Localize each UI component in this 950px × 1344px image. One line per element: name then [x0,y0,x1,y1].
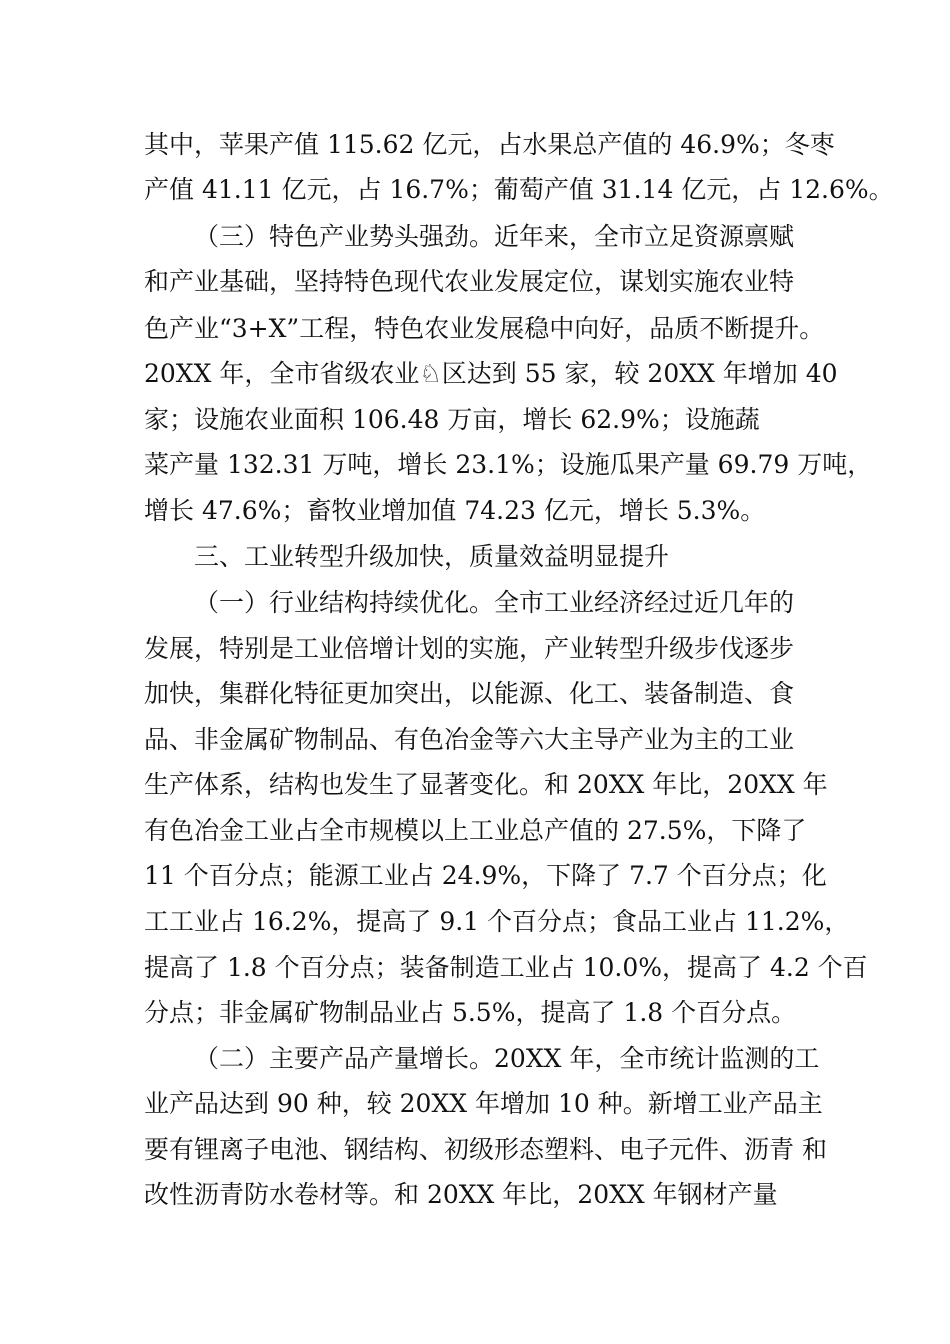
text-line: 提高了 1.8 个百分点；装备制造工业占 10.0%，提高了 4.2 个百 [144,953,868,982]
text-line: 增长 47.6%；畜牧业增加值 74.23 亿元，增长 5.3%。 [144,496,766,525]
text-line: 发展，特别是工业倍增计划的实施，产业转型升级步伐逐步 [144,634,795,663]
text-line: 加快，集群化特征更加突出，以能源、化工、装备制造、食 [144,679,795,708]
text-line: 生产体系，结构也发生了显著变化。和 20XX 年比，20XX 年 [144,770,828,799]
text-line: 和产业基础，坚持特色现代农业发展定位，谋划实施农业特 [144,267,795,296]
chapter-heading-line: 三、工业转型升级加快，质量效益明显提升 [194,542,670,571]
text-line: 色产业“3+X”工程，特色农业发展稳中向好，品质不断提升。 [144,314,825,343]
text-line: 改性沥青防水卷材等。和 20XX 年比，20XX 年钢材产量 [144,1180,778,1209]
text-line: 有色冶金工业占全市规模以上工业总产值的 27.5%，下降了 [144,816,807,845]
text-line: 11 个百分点；能源工业占 24.9%，下降了 7.7 个百分点；化 [144,861,827,890]
text-line: 20XX 年，全市省级农业♘区达到 55 家，较 20XX 年增加 40 [144,359,838,388]
text-line: 要有锂离子电池、钢结构、初级形态塑料、电子元件、沥青 和 [144,1135,827,1164]
text-line: 家；设施农业面积 106.48 万亩，增长 62.9%；设施蔬 [144,405,760,434]
text-line: 分点；非金属矿物制品业占 5.5%，提高了 1.8 个百分点。 [144,998,797,1027]
text-line: 产值 41.11 亿元，占 16.7%；葡萄产值 31.14 亿元，占 12.6%。 [144,175,894,204]
text-line: 品、非金属矿物制品、有色冶金等六大主导产业为主的工业 [144,725,795,754]
text-line: 菜产量 132.31 万吨，增长 23.1%；设施瓜果产量 69.79 万吨， [144,450,873,479]
text-line: 其中，苹果产值 115.62 亿元，占水果总产值的 46.9%；冬枣 [144,130,835,159]
section-heading-line: （二）主要产品产量增长。20XX 年，全市统计监测的工 [194,1044,820,1073]
section-heading-line: （一）行业结构持续优化。全市工业经济经过近几年的 [194,588,795,617]
text-line: 工工业占 16.2%，提高了 9.1 个百分点；食品工业占 11.2%， [144,907,850,936]
section-heading-line: （三）特色产业势头强劲。近年来，全市立足资源禀赋 [194,222,795,251]
text-line: 业产品达到 90 种，较 20XX 年增加 10 种。新增工业产品主 [144,1089,823,1118]
